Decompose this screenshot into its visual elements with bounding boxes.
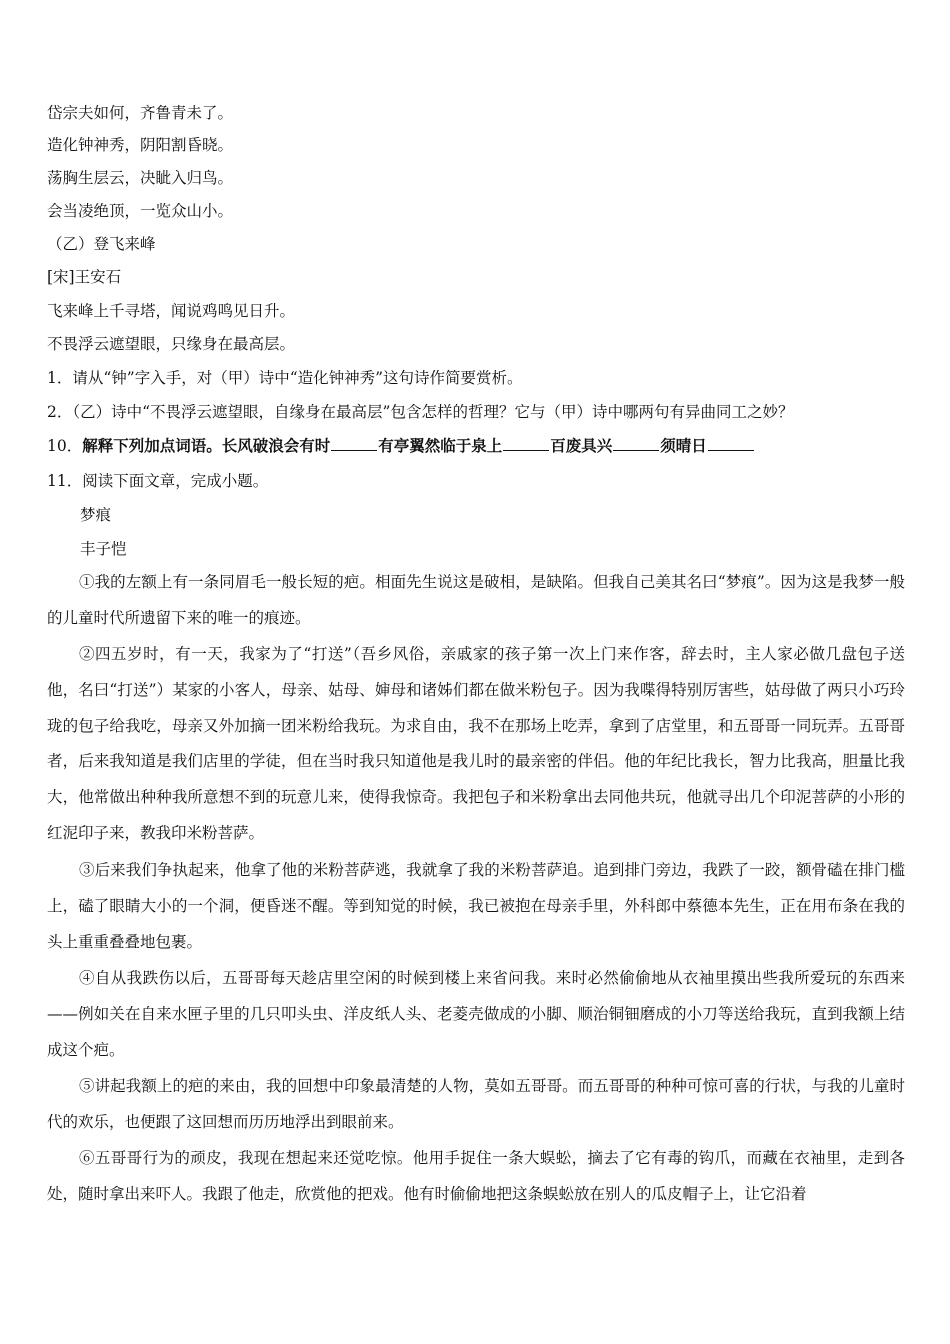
article-author: 丰子恺 — [80, 540, 127, 558]
poem-yi-line-2: 不畏浮云遮望眼，只缘身在最高层。 — [47, 335, 296, 353]
answer-blank[interactable] — [613, 436, 659, 451]
poem-jia-line-3: 造化钟神秀，阴阳割昏晓。 — [47, 136, 234, 154]
answer-blank[interactable] — [503, 436, 549, 451]
answer-blank[interactable] — [708, 436, 754, 451]
question-1: 1．请从“钟”字入手，对（甲）诗中“造化钟神秀”这句诗作简要赏析。 — [47, 369, 523, 387]
poem-jia-line-5: 会当凌绝顶，一览众山小。 — [47, 202, 234, 220]
question-10-number: 10． — [47, 437, 83, 455]
question-11-intro: 11．阅读下面文章，完成小题。 — [47, 472, 269, 490]
question-2: 2．（乙）诗中“不畏浮云遮望眼，自缘身在最高层”包含怎样的哲理？它与（甲）诗中哪两句有异曲同工之妙？ — [47, 403, 794, 421]
question-10-text-4: 须晴日 — [660, 436, 707, 455]
article-title: 梦痕 — [80, 506, 112, 524]
question-10 — [47, 435, 755, 457]
question-10-text-2: 有亭翼然临于泉上 — [378, 436, 503, 455]
article-paragraph-3: ③后来我们争执起来，他拿了他的米粉菩萨逃，我就拿了我的米粉菩萨追。追到排门旁边，我跌了一跤，额骨磕在排门槛上，磕了眼睛大小的一个洞，便昏迷不醒。等到知觉的时候，我已被抱在母亲手里，外科郎中蔡德本先生，正在用布条在我的头上重重叠叠地包裹。 — [47, 861, 905, 951]
article-paragraph-2: ②四五岁时，有一天，我家为了“打送”（吾乡风俗，亲戚家的孩子第一次上门来作客，辞去时，主人家必做几盘包子送他，名曰“打送”）某家的小客人，母亲、姑母、婶母和诸姊们都在做米粉包子。因为我喋得特别厉害些，姑母做了两只小巧玲珑的包子给我吃，母亲又外加摘一团米粉给我玩。为求自由，我不在那场上吃弄，拿到了店堂里，和五哥哥一同玩弄。五哥哥者，后来我知道是我们店里的学徒，但在当时我只知道他是我儿时的最亲密的伴侣。他的年纪比我长，智力比我高，胆量比我大，他常做出种种我所意想不到的玩意儿来，使得我惊奇。我把包子和米粉拿出去同他共玩，他就寻出几个印泥菩萨的小形的红泥印子来，教我印米粉菩萨。 — [47, 645, 905, 842]
poem-jia-line-4: 荡胸生层云，决眦入归鸟。 — [47, 169, 234, 187]
poem-jia-line-2: 岱宗夫如何，齐鲁青未了。 — [47, 104, 234, 122]
poem-yi-title: （乙）登飞来峰 — [47, 235, 156, 253]
answer-blank[interactable] — [331, 436, 377, 451]
article-paragraph-4: ④自从我跌伤以后，五哥哥每天趁店里空闲的时候到楼上来省问我。来时必然偷偷地从衣袖里摸出些我所爱玩的东西来——例如关在自来水匣子里的几只叩头虫、洋皮纸人头、老菱壳做成的小脚、顺治铜钿磨成的小刀等送给我玩，直到我额上结成这个疤。 — [47, 969, 905, 1059]
poem-yi-author: [宋]王安石 — [47, 268, 122, 286]
article-paragraph-1: ①我的左额上有一条同眉毛一般长短的疤。相面先生说这是破相，是缺陷。但我自己美其名曰“梦痕”。因为这是我梦一般的儿童时代所遗留下来的唯一的痕迹。 — [47, 573, 905, 627]
article-paragraph-6: ⑥五哥哥行为的顽皮，我现在想起来还觉吃惊。他用手捉住一条大蜈蚣，摘去了它有毒的钩爪，而藏在衣袖里，走到各处，随时拿出来吓人。我跟了他走，欣赏他的把戏。他有时偷偷地把这条蜈蚣放在别人的瓜皮帽子上，让它沿着 — [47, 1149, 905, 1203]
poem-yi-line-1: 飞来峰上千寻塔，闻说鸡鸣见日升。 — [47, 302, 296, 320]
question-10-text-1: 解释下列加点词语。长风破浪会有时 — [82, 436, 331, 455]
article-paragraph-5: ⑤讲起我额上的疤的来由，我的回想中印象最清楚的人物，莫如五哥哥。而五哥哥的种种可惊可喜的行状，与我的儿童时代的欢乐，也便跟了这回想而历历地浮出到眼前来。 — [47, 1077, 905, 1131]
question-10-text-3: 百废具兴 — [550, 436, 613, 455]
